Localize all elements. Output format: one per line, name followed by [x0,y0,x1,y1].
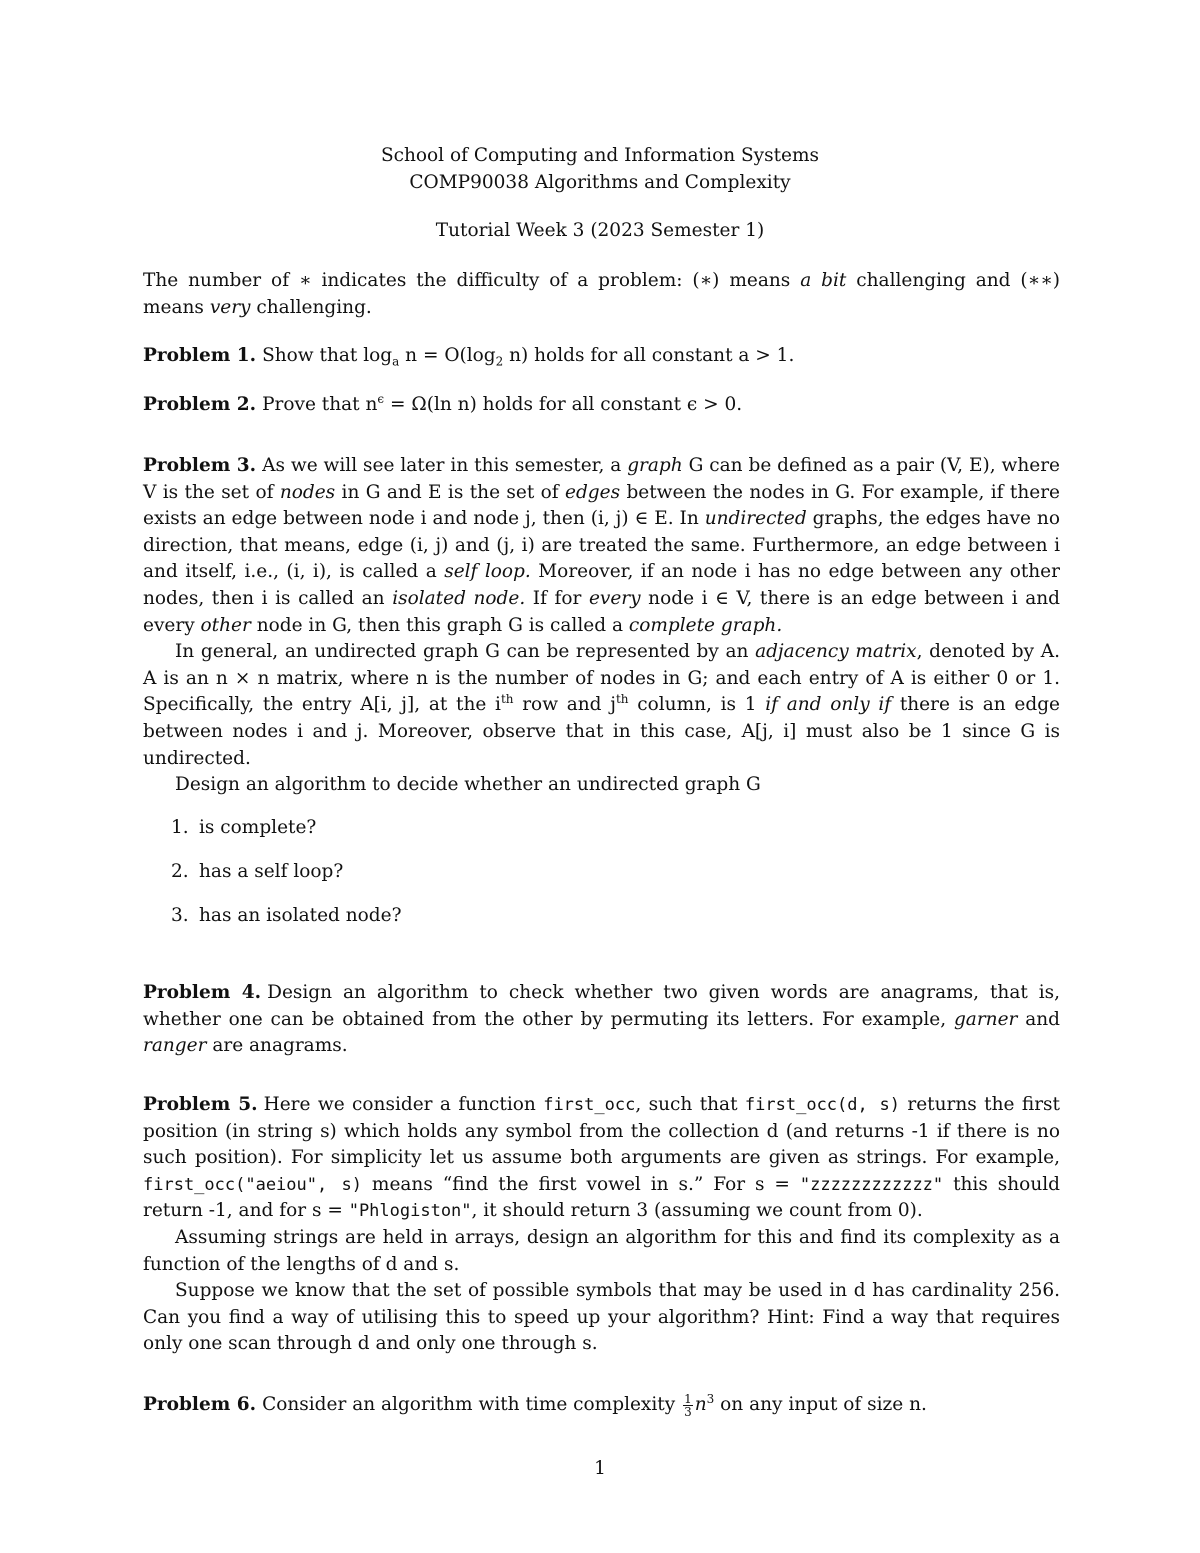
problem-3 [143,453,1060,947]
tutorial-title: Tutorial Week 3 (2023 Semester 1) [435,220,765,242]
problem-3-list [143,815,1060,947]
problem-label: Problem 6. [143,1394,257,1415]
problem-5-para-1: Problem 5. Here we consider a function first_occ, such that first_occ(d, s) returns the first position (in string s) which holds any symbol from the collection d (and returns -1 if there is no such position). For simplicity let us assume both arguments are given as strings. For example, first_occ("aeiou", s) means “find the first vowel in s.” For s = "zzzzzzzzzzzz" this should return -1, and for s = "Phlogiston", it should return 3 (assuming we count from 0). [143,1094,1060,1222]
problem-label: Problem 1. [143,345,257,366]
problem-label: Problem 2. [143,394,257,415]
problem-1: Problem 1. Show that $\log_a n = O(\log_2$ n) holds for all constant a > 1. [143,345,795,369]
header [0,143,1200,245]
list-item: 2. has a self loop? [171,860,344,882]
problem-2: Problem 2. Prove that $n^\epsilon = \Omega(\ln$ n) holds for all constant ϵ > 0. [143,391,743,415]
problem-4: Problem 4. Design an algorithm to check whether two given words are anagrams, that is, whether one can be obtained from the other by permuting its letters. For example, garner and ranger are anagrams. [143,982,1060,1057]
page-number: 1 [594,1458,606,1479]
problem-3-para-1: Problem 3. As we will see later in this semester, a graph G can be defined as a pair (V, E), where V is the set of nodes in G and E is the set of edges between the nodes in G. For example, if there exists an edge between node i and node j, then (i, j) ∈ E. In undirected graphs, the edges have no direction, that means, edge (i, j) and (j, i) are treated the same. Furthermore, an edge between i and itself, i.e., (i, i), is called a self loop. Moreover, if an node i has no edge between any other nodes, then i is called an isolated node. If for every node i ∈ V, there is an edge between i and every other node in G, then this graph G is called a complete graph. [143,455,1060,636]
intro-paragraph: The number of ∗ indicates the difficulty of a problem: (∗) means a bit challenging and (∗∗) means very challenging. [143,270,1061,318]
problem-5-para-3: Suppose we know that the set of possible symbols that may be used in d has cardinality 256. Can you find a way of utilising this to speed up your algorithm? Hint: Find a way that requires only one scan through d and only one through s. [143,1280,1060,1355]
fraction: $\frac{1}{3}$ [684,1391,692,1419]
school-name: School of Computing and Information Systems [380,145,820,166]
problem-label: Problem 4. [143,982,262,1003]
problem-5-para-2: Assuming strings are held in arrays, design an algorithm for this and find its complexity as a function of the lengths of d and s. [143,1226,1060,1275]
list-item: 3. has an isolated node? [171,904,402,926]
problem-3-para-2: In general, an undirected graph G can be represented by an adjacency matrix, denoted by A. A is an n × n matrix, where n is the number of nodes in G; and each entry of A is either 0 or 1. Specifically, the entry A[i, j], at the $i^{th}$ row and $j^{th}$ column, is 1 if and only if there is an edge between nodes i and j. Moreover, observe that in this case, A[j, i] must also be 1 since G is undirected. [143,641,1060,769]
problem-5 [143,1092,1060,1358]
problem-label: Problem 3. [143,455,257,476]
list-item: 1. is complete? [171,816,317,838]
problem-label: Problem 5. [143,1094,258,1115]
problem-6: Problem 6. Consider an algorithm with time complexity $\frac{1}{3}$ $n^3$ on any input of size n. [143,1391,927,1419]
problem-3-para-3: Design an algorithm to decide whether an undirected graph G [175,774,761,796]
course-title: COMP90038 Algorithms and Complexity [409,171,791,193]
